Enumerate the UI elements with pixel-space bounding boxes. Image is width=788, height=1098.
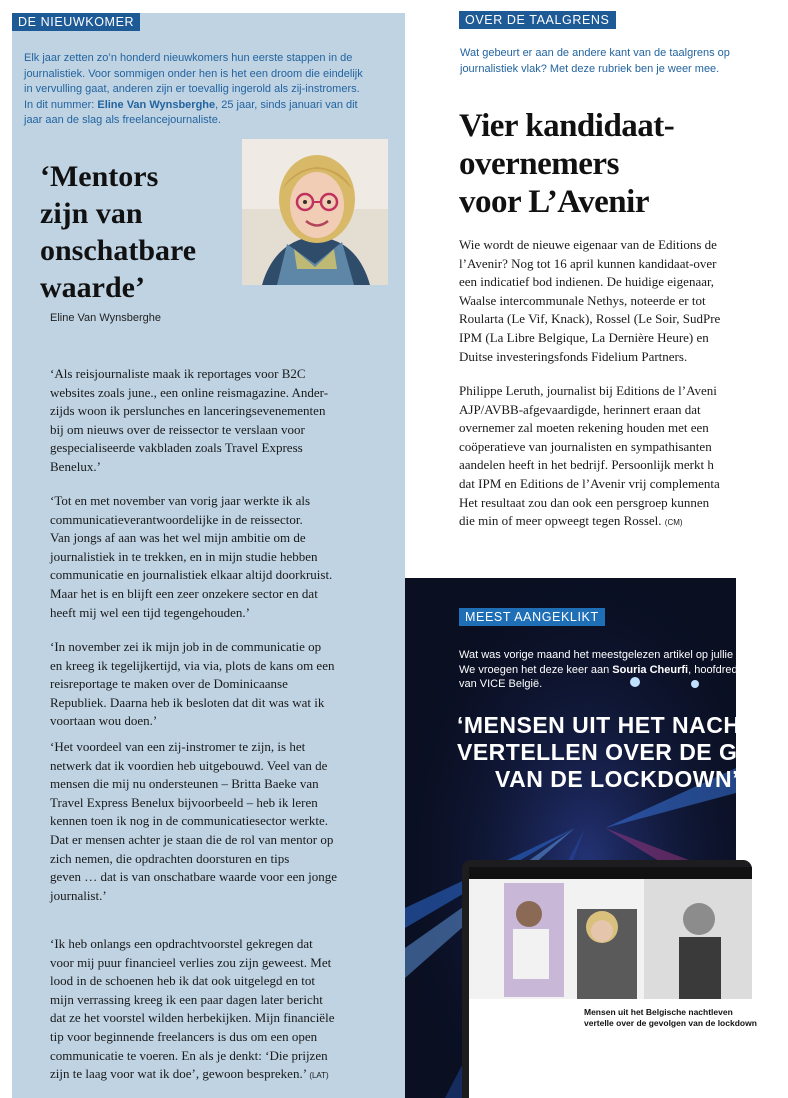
text-line: journalistiek in te trekken, en in mijn studie hebben <box>50 548 318 564</box>
text-line: tip voor beginnende freelancers is dus om een open <box>50 1028 318 1044</box>
text-line: overnemer zal moeten rekening houden met een <box>459 420 709 436</box>
quote-line: ‘MENSEN UIT HET NACHTLE <box>457 712 786 738</box>
intro-line: journalistiek. Voor sommigen onder hen is het een droom die eindelijk <box>24 67 363 80</box>
text-line: voor mij puur financieel verlies zou zijn geweest. Met <box>50 954 332 970</box>
text-line-content: die min of meer opweegt tegen Rossel. <box>459 513 662 529</box>
panel-intro <box>459 648 759 692</box>
intro-line: journalistiek vlak? Met deze rubriek ben je weer mee. <box>460 62 720 75</box>
text-line: voortaan wou doen.’ <box>50 713 158 729</box>
text-line: dat IPM en Editions de l’Avenir vrij complementa <box>459 475 720 491</box>
paragraph <box>50 492 390 622</box>
intro-line: jaar aan de slag als freelancejournaliste. <box>24 114 221 126</box>
text-line: Van jongs af aan was het wel mijn ambitie om de <box>50 530 306 546</box>
text-line: coöperatieve van journalisten en sympathisanten <box>459 438 712 454</box>
text-line: l’Avenir? Nog tot 16 april kunnen kandidaat-over <box>459 255 717 271</box>
paragraph <box>459 382 759 533</box>
text-line: ‘Het voordeel van een zij-instromer te zijn, is het <box>50 739 306 754</box>
text-line: Wie wordt de nieuwe eigenaar van de Editions de <box>459 237 717 252</box>
intro-line: Wat gebeurt er aan de andere kant van de taalgrens op <box>460 47 730 59</box>
text-line: mijn verrassing kreeg ik een paar dagen later bericht <box>50 991 323 1007</box>
text-line: ‘Tot en met november van vorig jaar werkte ik als <box>50 493 311 508</box>
text-line: communicatie te voeren. En als je denkt: ‘Die prijzen <box>50 1047 328 1063</box>
portrait-illustration <box>242 139 388 285</box>
intro-text: , 25 jaar, sinds januari van dit <box>215 98 358 111</box>
text-line: Benelux.’ <box>50 458 101 474</box>
intro-text: , hoofdredac <box>688 663 750 676</box>
text-line <box>459 512 759 533</box>
paragraph <box>459 236 759 366</box>
text-line: bij om nieuws over de reissector te verslaan voor <box>50 421 305 437</box>
text-line: en kreeg ik tegelijkertijd, via via, plots de kans om een <box>50 657 335 673</box>
text-line: heeft mij wel een tijd tegengehouden.’ <box>50 604 250 620</box>
text-line: netwerk dat ik voordien heb uitgebouwd. Veel van de <box>50 757 328 773</box>
text-line: zich nemen, die opdrachten doorsturen en tips <box>50 850 290 866</box>
text-line: AJP/AVBB-afgevaardigde, herinnert eraan dat <box>459 401 701 417</box>
intro-person-name: Souria Cheurfi <box>612 663 689 676</box>
paragraph <box>50 935 390 1086</box>
text-line: Travel Express Benelux bijvoorbeeld – heb ik leren <box>50 794 318 810</box>
text-line: ‘Als reisjournaliste maak ik reportages voor B2C <box>50 366 306 381</box>
intro-line: Wat was vorige maand het meestgelezen artikel op jullie w <box>459 649 745 661</box>
quote-line: VAN DE LOCKDOWN’ <box>495 766 739 792</box>
text-line: Het resultaat zou dan ook een persgroep kunnen <box>459 494 710 510</box>
article-photo-strip <box>469 879 752 999</box>
text-line: aandelen heeft in het bedrijf. Persoonlijk merkt h <box>459 457 714 473</box>
text-line-content: zijn te laag voor wat ik doe’, gewoon bespreken.’ <box>50 1066 307 1082</box>
site-nav-bar <box>469 867 752 879</box>
article-title: Mensen uit het Belgische nachtleven vertelle over de gevolgen van de lockdown <box>584 1007 757 1028</box>
headline-line: zijn van <box>40 197 143 230</box>
intro-line: Elk jaar zetten zo’n honderd nieuwkomers hun eerste stappen in de <box>24 52 353 64</box>
text-line: Maar het is en blijft een zeer onzekere sector en dat <box>50 585 318 601</box>
text-line: gespecialiseerde vakbladen zoals Travel Express <box>50 440 303 456</box>
meest-aangeklikt-panel <box>405 578 788 1098</box>
headline-line: overnemers <box>459 146 619 182</box>
text-line: Philippe Leruth, journalist bij Editions de l’Aveni <box>459 383 717 398</box>
intro-line <box>459 663 759 678</box>
article-headline <box>459 107 736 221</box>
text-line: zijds woon ik perslunches en lanceringsevenementen <box>50 403 326 419</box>
paragraph <box>50 638 390 731</box>
section-tag: OVER DE TAALGRENS <box>459 11 616 29</box>
intro-text: We vroegen het deze keer aan <box>459 663 613 676</box>
text-line: journalist.’ <box>50 887 107 903</box>
text-line: websites zoals june., een online reismagazine. Ander- <box>50 384 329 400</box>
text-line: Waalse intercommunale Nethys, noteerde er tot <box>459 292 706 308</box>
text-line: kennen toen ik nog in de communicatiesector werkte. <box>50 813 328 829</box>
text-line: Dat er mensen achter je staan die de rol van mentor op <box>50 831 334 847</box>
headline-line: waarde’ <box>40 271 145 304</box>
headline-line: ‘Mentors <box>40 160 159 193</box>
intro-line: in vervulling gaat, anderen zijn er toevallig ingerold als zij-instromers. <box>24 83 360 95</box>
author-initials: (LAT) <box>309 1071 329 1081</box>
text-line: geven … dat is van onschatbare waarde voor een jonge <box>50 869 337 885</box>
headline-line: voor L’Avenir <box>459 184 649 220</box>
text-line: mensen die mij nu ondersteunen – Britta Baeke van <box>50 776 319 792</box>
quote-line: VERTELLEN OVER DE GEVO <box>457 739 788 765</box>
text-line: Republiek. Daarna heb ik besloten dat dit was wat ik <box>50 694 325 710</box>
section-tag: MEEST AANGEKLIKT <box>459 608 605 626</box>
text-line: communicatie en journalistiek elkaar altijd doorkruist. <box>50 567 333 583</box>
quote-headline <box>457 712 788 793</box>
text-line: ‘In november zei ik mijn job in de communicatie op <box>50 639 322 654</box>
intro-text: In dit nummer: <box>24 98 98 111</box>
column-intro <box>24 51 399 129</box>
text-line <box>50 1065 390 1086</box>
text-line: Duitse investeringsfonds Fidelium Partners. <box>459 348 688 364</box>
laptop-mockup <box>462 860 757 1098</box>
column-intro <box>460 46 736 77</box>
paragraph <box>50 365 390 477</box>
headline-line: onschatbare <box>40 234 197 267</box>
laptop-screen <box>469 867 757 1098</box>
intro-person-name: Eline Van Wynsberghe <box>97 98 216 111</box>
portrait-photo <box>242 139 388 285</box>
section-tag: DE NIEUWKOMER <box>12 13 140 31</box>
nieuwkomer-column <box>12 13 405 1098</box>
text-line: een indicatief bod indienen. De huidige eigenaar, <box>459 274 715 290</box>
intro-line: van VICE België. <box>459 678 543 690</box>
byline: Eline Van Wynsberghe <box>50 312 161 324</box>
text-line: dat ze het voorstel wilden herbekijken. Mijn financiële <box>50 1010 335 1026</box>
text-line: communicatieverantwoordelijke in de reissector. <box>50 511 303 527</box>
text-line: IPM (La Libre Belgique, La Dernière Heure) en <box>459 329 709 345</box>
text-line: ‘Ik heb onlangs een opdrachtvoorstel gekregen dat <box>50 936 313 951</box>
intro-line <box>24 98 399 114</box>
text-line: reisreportage te maken over de Dominicaanse <box>50 676 288 692</box>
author-initials: (CM) <box>664 518 683 528</box>
headline-line: Vier kandidaat- <box>459 108 675 144</box>
text-line: lood in de schoenen heb ik dat ook uitgelegd en tot <box>50 973 315 989</box>
paragraph <box>50 738 390 905</box>
text-line: Roularta (Le Vif, Knack), Rossel (Le Soir, SudPre <box>459 311 721 327</box>
